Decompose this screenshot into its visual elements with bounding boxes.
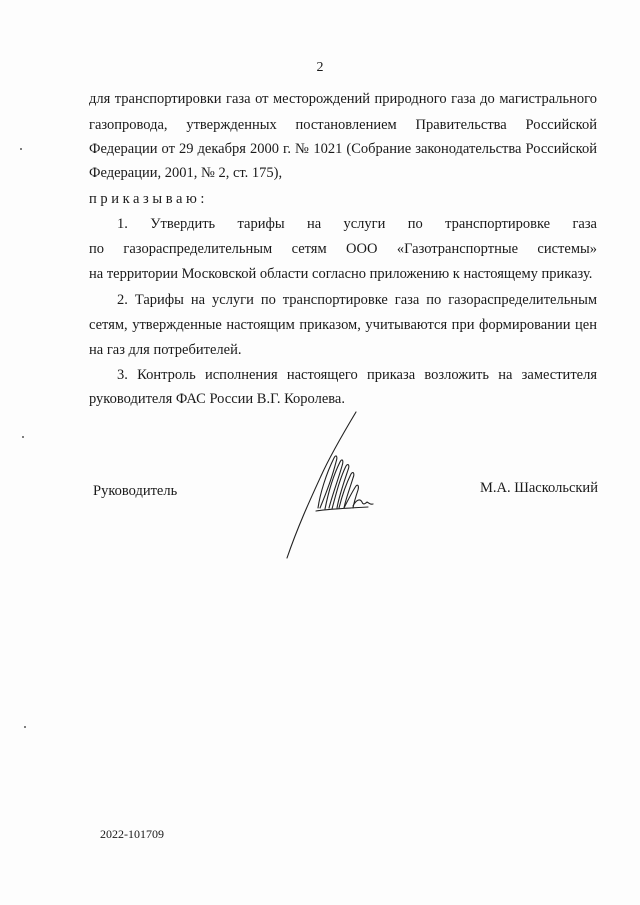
- preamble-line-1: для транспортировки газа от месторождений природного газа до магистрального: [89, 91, 597, 107]
- preamble-line-3: Федерации от 29 декабря 2000 г. № 1021 (Собрание законодательства Российской: [89, 141, 597, 157]
- item2-line-3: на газ для потребителей.: [89, 342, 242, 358]
- preamble-line-2: газопровода, утвержденных постановлением Правительства Российской: [89, 117, 597, 133]
- scan-speck: [20, 148, 22, 150]
- scan-speck: [24, 726, 26, 728]
- order-word: приказываю:: [89, 191, 209, 207]
- item3-line-1: 3. Контроль исполнения настоящего приказа возложить на заместителя: [117, 367, 597, 383]
- scan-speck: [22, 436, 24, 438]
- document-number: 2022-101709: [100, 827, 164, 841]
- signer-name: М.А. Шаскольский: [480, 480, 598, 496]
- item1-line-3: на территории Московской области согласно приложению к настоящему приказу.: [89, 266, 593, 282]
- item2-line-2: сетям, утвержденные настоящим приказом, учитываются при формировании цен: [89, 317, 597, 333]
- page-number: 2: [316, 60, 324, 75]
- item2-line-1: 2. Тарифы на услуги по транспортировке газа по газораспределительным: [117, 292, 597, 308]
- signer-role: Руководитель: [93, 483, 178, 499]
- handwritten-signature: [278, 408, 378, 560]
- preamble-line-4: Федерации, 2001, № 2, ст. 175),: [89, 165, 283, 181]
- item1-line-2: по газораспределительным сетям ООО «Газотранспортные системы»: [89, 241, 597, 257]
- item1-line-1: 1. Утвердить тарифы на услуги по транспортировке газа: [117, 216, 597, 232]
- item3-line-2: руководителя ФАС России В.Г. Королева.: [89, 391, 345, 407]
